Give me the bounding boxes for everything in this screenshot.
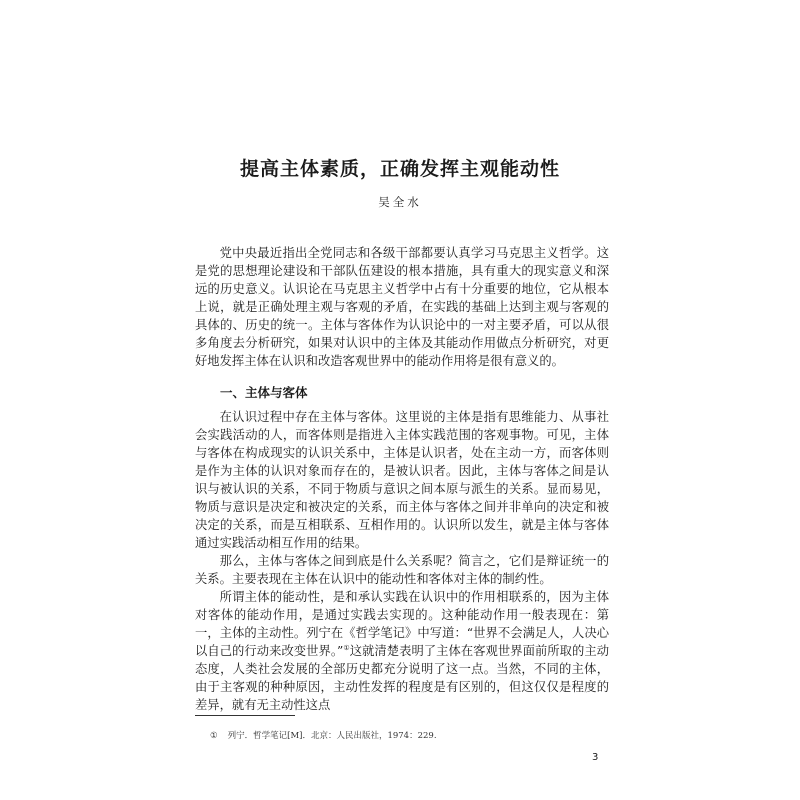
intro-paragraph: 党中央最近指出全党同志和各级干部都要认真学习马克思主义哲学。这是党的思想理论建设和干部队伍建设的根本措施，具有重大的现实意义和深远的历史意义。认识论在马克思主义哲学中占有十分重要的地位，它从根本上说，就是正确处理主观与客观的矛盾，在实践的基础上达到主观与客观的具体的、历史的统一。主体与客体作为认识论中的一对主要矛盾，可以从很多角度去分析研究，如果对认识中的主体及其能动作用做点分析研究，对更好地发挥主体在认识和改造客观世界中的能动作用将是很有意义的。: [195, 246, 609, 368]
section-body: [195, 408, 609, 714]
paragraph-text: 所谓主体的能动性，是和承认实践在认识中的作用相联系的，因为主体对客体的能动作用，是通过实践去实现的。这种能动作用一般表现在：第一，主体的主动性。列宁在《哲学笔记》中写道：“世界不会满足人，人决心以自己的行动来改变世界。”: [195, 590, 609, 658]
intro-section: [195, 244, 609, 370]
body-paragraph: 在认识过程中存在主体与客体。这里说的主体是指有思维能力、从事社会实践活动的人，而客体则是指进入主体实践范围的客观事物。可见，主体与客体在构成现实的认识关系中，主体是认识者，处在主动一方，而客体则是作为主体的认识对象而存在的，是被认识者。因此，主体与客体之间是认识与被认识的关系，不同于物质与意识之间本原与派生的关系。显而易见，物质与意识是决定和被决定的关系，而主体与客体之间并非单向的决定和被决定的关系，而是互相联系、互相作用的。认识所以发生，就是主体与客体通过实践活动相互作用的结果。: [195, 410, 609, 550]
page-number: 3: [592, 752, 599, 763]
footnote: [210, 729, 437, 741]
section-heading: 一、主体与客体: [220, 385, 308, 400]
article-author: 吴全水: [378, 195, 422, 209]
body-paragraph: [195, 588, 609, 714]
footnote-reference: ①: [343, 643, 350, 652]
body-paragraph: 那么，主体与客体之间到底是什么关系呢？简言之，它们是辩证统一的关系。主要表现在主体在认识中的能动性和客体对主体的制约性。: [195, 554, 609, 586]
paragraph-text: 这就清楚表明了主体在客观世界面前所取的主动态度，人类社会发展的全部历史都充分说明了这一点。当然，不同的主体，由于主客观的种种原因，主动性发挥的程度是有区别的，但这仅仅是程度的差异，就有无主动性这点: [195, 644, 609, 712]
footnote-divider: [195, 715, 295, 716]
article-title: 提高主体素质，正确发挥主观能动性: [239, 158, 560, 180]
footnote-text: 列宁．哲学笔记[M]．北京：人民出版社，1974：229.: [227, 731, 437, 741]
footnote-marker: ①: [210, 731, 218, 741]
